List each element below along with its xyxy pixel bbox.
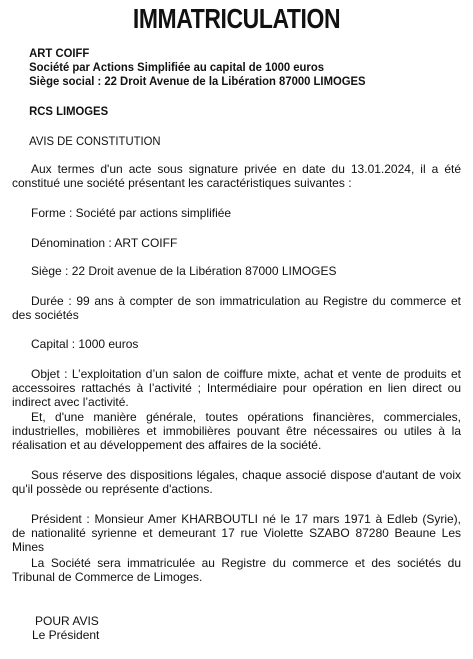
- notice-title: IMMATRICULATION: [132, 3, 341, 34]
- siege-paragraph: Siège : 22 Droit avenue de la Libération 87000 LIMOGES: [31, 264, 337, 278]
- objet-suite-paragraph: Et, d'une manière générale, toutes opérations financières, commerciales, industrielles, mobilières et immobilières pouvant être nécessaires ou utiles à la réalisation et au développement des affaires de la société.: [12, 410, 461, 452]
- notice-type: AVIS DE CONSTITUTION: [29, 134, 161, 148]
- signature-line-1: POUR AVIS: [35, 614, 99, 628]
- objet-paragraph: Objet : L’exploitation d’un salon de coiffure mixte, achat et vente de produits et accessoires rattachés à l’activité ; Intermédiaire pour opération en lien direct ou indirect avec l’activité.: [12, 367, 461, 409]
- president-paragraph: Président : Monsieur Amer KHARBOUTLI né le 17 mars 1971 à Edleb (Syrie), de nationalité syrienne et demeurant 17 rue Violette SZABO 87280 Beaune Les Mines: [12, 512, 461, 554]
- duree-paragraph: Durée : 99 ans à compter de son immatriculation au Registre du commerce et des sociétés: [12, 294, 461, 322]
- rcs-block: [0, 104, 473, 118]
- intro-paragraph: Aux termes d'un acte sous signature privée en date du 13.01.2024, il a été constitué une société présentant les caractéristiques suivantes :: [12, 162, 461, 190]
- company-form-capital: Société par Actions Simplifiée au capital de 1000 euros: [29, 60, 324, 74]
- forme-paragraph: Forme : Société par actions simplifiée: [31, 206, 232, 220]
- immatriculation-paragraph: La Société sera immatriculée au Registre du commerce et des sociétés du Tribunal de Commerce de Limoges.: [12, 556, 461, 584]
- rcs-registry: RCS LIMOGES: [29, 104, 109, 118]
- denomination-paragraph: Dénomination : ART COIFF: [31, 236, 178, 250]
- notice-type-block: [0, 134, 473, 148]
- capital-paragraph: Capital : 1000 euros: [31, 337, 139, 351]
- actions-paragraph: Sous réserve des dispositions légales, chaque associé dispose d'autant de voix qu'il possède ou représente d'actions.: [12, 468, 461, 496]
- company-name: ART COIFF: [29, 46, 90, 60]
- company-seat: Siège social : 22 Droit Avenue de la Libération 87000 LIMOGES: [29, 74, 366, 88]
- company-header: [0, 46, 473, 88]
- signature-line-2: Le Président: [32, 628, 100, 642]
